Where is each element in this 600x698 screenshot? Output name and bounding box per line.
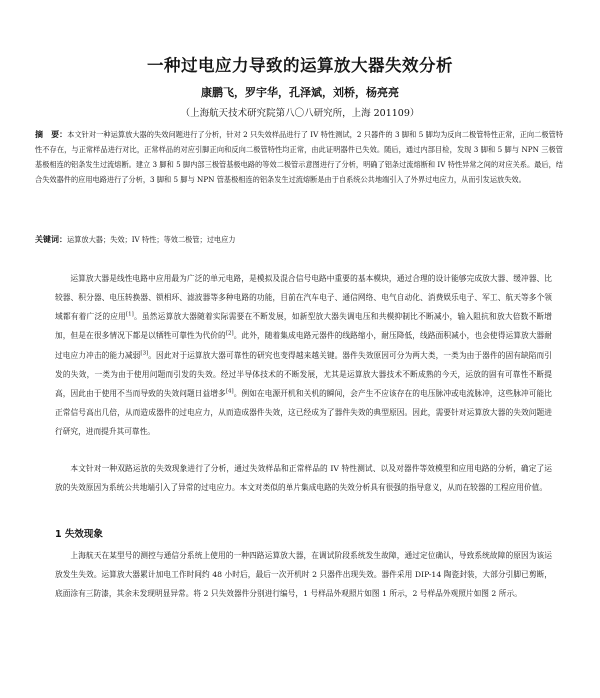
keywords xyxy=(35,233,563,246)
citation-1: [1] xyxy=(126,311,134,318)
intro-text-d: 。因此对于运算放大器可靠性的研究也变得越来越关键。器件失效原因可分为两大类，一类为由于器件的固有缺陷而引发的失效，一类为由于使用问题而引发的失效。经过半导体技术的不断发展，尤其是运算放大器技术不断成熟的今天，运放的固有可靠性不断提高，因此由于使用不当而导致的失效问题日益增多 xyxy=(55,350,552,398)
author-affiliation: （上海航天技术研究院第八〇八研究所，上海 201109） xyxy=(180,108,420,119)
intro-paragraph-1 xyxy=(55,269,552,441)
abstract xyxy=(35,127,563,187)
section-1-paragraph: 上海航天在某型号的测控与通信分系统上使用的一种四路运算放大器，在调试阶段系统发生故障，通过定位确认，导致系统故障的原因为该运放发生失效。运算放大器累计加电工作时间约 48 小时后，最后一次开机时 2 只器件出现失效。器件采用 DIP-14 陶瓷封装，大部分引脚已剪断，底面涂有三防漆，其余未发现明显异常。将 2 只失效器件分别进行编号，1 号样品外观照片如图 1 所示，2 号样品外观照片如图 2 所示。 xyxy=(55,551,552,599)
citation-2: [2] xyxy=(225,330,234,337)
intro-text-a: 运算放大器是线性电路中应用最为广泛的单元电路，是模拟及混合信号电路中重要的基本模块，通过合理的设计能够完成放大器、缓冲器、比较器、积分器、电压转换器、锁相环、滤波器等多种电路的功能，目前在汽车电子、通信网络、电气自动化、消费娱乐电子、军工、航天等多个领域都有着广泛的应用 xyxy=(55,274,552,322)
section-heading-1: 1 失效现象 xyxy=(55,529,103,540)
intro-paragraph-2: 本文针对一种双路运放的失效现象进行了分析，通过失效样品和正常样品的 IV 特性测试、以及对器件等效模型和应用电路的分析，确定了运放的失效原因为系统公共地端引入了异常的过电应力。本文对类似的单片集成电路的失效分析具有很强的指导意义，从而在较器的工程应用价值。 xyxy=(55,464,552,493)
intro-text-e: 。例如在电源开机和关机的瞬间，会产生不应该存在的电压脉冲或电流脉冲，这些脉冲可能比正常信号高出几倍，从而造成器件的过电应力，从而造成器件失效，这已经成为了器件失效的典型原因。因此，需要针对运算放大器的失效问题进行研究，进而提升其可靠性。 xyxy=(55,388,552,437)
citation-4: [4] xyxy=(225,388,234,395)
keywords-label: 关键词： xyxy=(35,235,67,244)
intro-text-c: 。此外，随着集成电路元器件的线路缩小，耐压降低，线路面积减小，也会使得运算放大器耐过电应力冲击的能力减弱 xyxy=(55,331,552,360)
paper-title: 一种过电应力导致的运算放大器失效分析 xyxy=(147,56,453,75)
author-list: 康鹏飞，罗宇华，孔泽斌，刘桥，杨亮亮 xyxy=(201,86,399,99)
abstract-label: 摘 要： xyxy=(35,130,68,139)
citation-3: [3] xyxy=(140,350,149,357)
intro-text-b: 。虽然运算放大器随着实际需要在不断发展，如新型放大器失调电压和共模抑制比不断减小，输入阻抗和放大倍数不断增加，但是在很多情况下都是以牺牲可靠性为代价的 xyxy=(55,312,552,341)
keywords-text: 运算放大器；失效；IV 特性；等效二极管；过电应力 xyxy=(67,235,236,244)
abstract-text: 本文针对一种运算放大器的失效问题进行了分析，针对 2 只失效样品进行了 IV 特性测试，2 只器件的 3 脚和 5 脚均为反向二极管特性正常，正向二极管特性不存在，与正常样品进行对比，正常样品的对应引脚正向和反向二极管特性均正常，由此证明器件已失效。随后，通过内部目检，发现 3 脚和 5 脚与 NPN 三极管基极相连的铝条发生过流熔断。建立 3 脚和 5 脚内部三极管基极电路的等效二极管示意图进行了分析，明确了铝条过流熔断和 IV 特性异常之间的对应关系。最后，结合失效器件的应用电路进行了分析，3 脚和 5 脚与 NPN 管基极相连的铝条发生过流熔断是由于自系统公共地端引入了外界过电应力，从而引发运放失效。 xyxy=(35,130,564,184)
